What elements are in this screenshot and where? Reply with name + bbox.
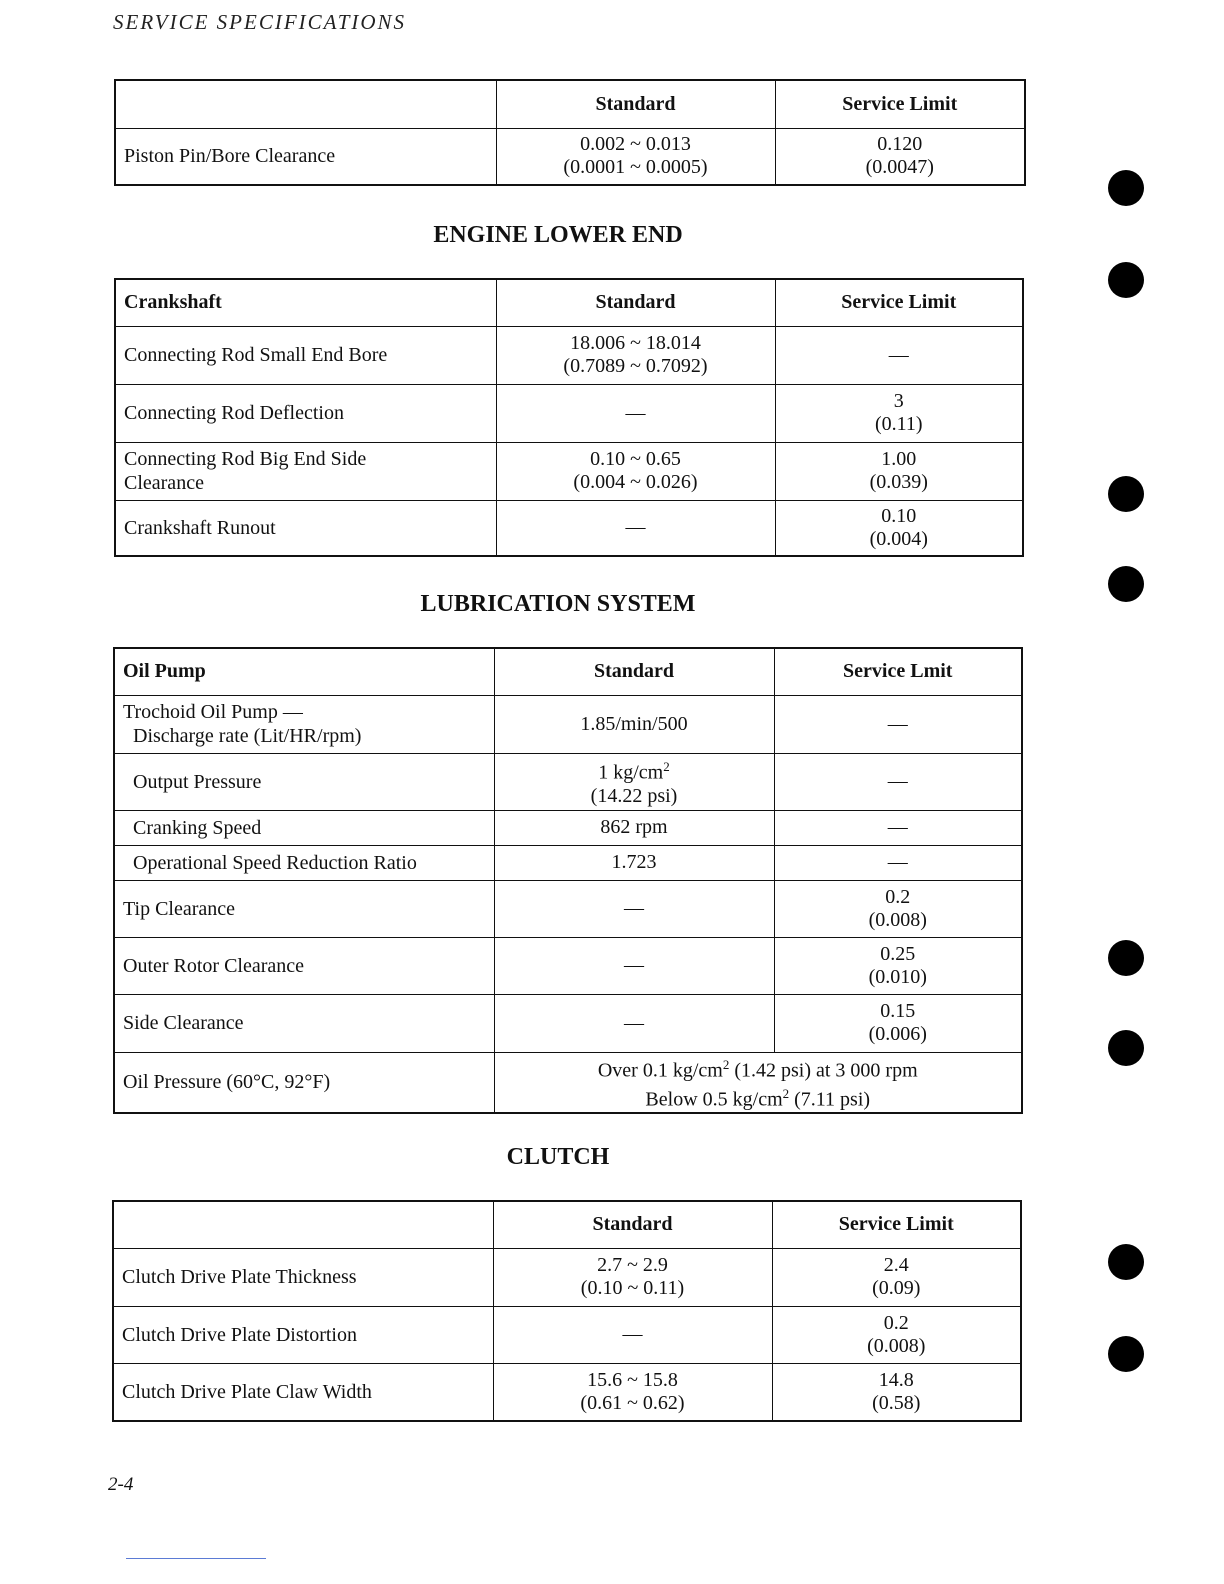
table-row: [115, 326, 1023, 384]
table-row: [113, 1363, 1021, 1421]
row-standard: 2.7 ~ 2.9 (0.10 ~ 0.11): [493, 1248, 772, 1306]
header-service-limit: Service Limit: [775, 80, 1025, 128]
table-header-row: [115, 279, 1023, 326]
header-item: [115, 80, 496, 128]
row-item: Operational Speed Reduction Ratio: [114, 845, 494, 880]
row-standard: 862 rpm: [494, 810, 774, 845]
row-standard: —: [494, 937, 774, 994]
row-item: Trochoid Oil Pump — Discharge rate (Lit/HR/rpm): [114, 695, 494, 753]
clutch-spec-table: [112, 1200, 1022, 1422]
table-row: [114, 845, 1022, 880]
table-row: [114, 810, 1022, 845]
row-limit: —: [774, 845, 1022, 880]
table-row: [114, 880, 1022, 937]
row-item: Oil Pressure (60°C, 92°F): [114, 1052, 494, 1113]
table-row: [113, 1306, 1021, 1363]
row-limit: 14.8 (0.58): [772, 1363, 1021, 1421]
row-limit: —: [774, 695, 1022, 753]
binder-hole: [1108, 1030, 1144, 1066]
row-limit: 3 (0.11): [775, 384, 1023, 442]
piston-spec-table: [114, 79, 1026, 186]
row-item: Cranking Speed: [114, 810, 494, 845]
row-limit: —: [775, 326, 1023, 384]
row-standard: —: [494, 994, 774, 1052]
row-item: Outer Rotor Clearance: [114, 937, 494, 994]
table-row: [115, 128, 1025, 185]
row-limit: —: [774, 753, 1022, 810]
binder-hole: [1108, 476, 1144, 512]
running-head: SERVICE SPECIFICATIONS: [113, 10, 407, 34]
header-service-limit: Service Limit: [772, 1201, 1021, 1248]
row-limit: 0.2 (0.008): [774, 880, 1022, 937]
row-limit: 0.2 (0.008): [772, 1306, 1021, 1363]
row-standard-span: Over 0.1 $kg/cm^2$ (1.42 psi) at 3 000 rpm Below 0.5 $kg/cm^2$ (7.11 psi): [494, 1052, 1022, 1113]
table-header-row: [113, 1201, 1021, 1248]
row-limit: 0.120 (0.0047): [775, 128, 1025, 185]
row-standard: 1.723: [494, 845, 774, 880]
row-item: Output Pressure: [114, 753, 494, 810]
row-item: Connecting Rod Deflection: [115, 384, 496, 442]
header-service-limit: Service Lmit: [774, 648, 1022, 695]
row-standard: —: [493, 1306, 772, 1363]
table-row: [115, 500, 1023, 556]
header-standard: Standard: [496, 80, 775, 128]
header-service-limit: Service Limit: [775, 279, 1023, 326]
row-item: Crankshaft Runout: [115, 500, 496, 556]
header-standard: Standard: [494, 648, 774, 695]
table-row: [114, 753, 1022, 810]
row-limit: 0.10 (0.004): [775, 500, 1023, 556]
row-item: Connecting Rod Big End Side Clearance: [115, 442, 496, 500]
row-standard: 1 $kg/cm^2$ (14.22 psi): [494, 753, 774, 810]
header-item: Oil Pump: [114, 648, 494, 695]
row-limit: 1.00 (0.039): [775, 442, 1023, 500]
lubrication-spec-table: [113, 647, 1023, 1114]
table-row: [114, 994, 1022, 1052]
table-header-row: [114, 648, 1022, 695]
row-item: Side Clearance: [114, 994, 494, 1052]
header-standard: Standard: [496, 279, 775, 326]
binder-hole: [1108, 262, 1144, 298]
header-standard: Standard: [493, 1201, 772, 1248]
table-row: [113, 1248, 1021, 1306]
row-standard: —: [494, 880, 774, 937]
row-standard: 0.002 ~ 0.013 (0.0001 ~ 0.0005): [496, 128, 775, 185]
row-item: Clutch Drive Plate Distortion: [113, 1306, 493, 1363]
row-standard: 15.6 ~ 15.8 (0.61 ~ 0.62): [493, 1363, 772, 1421]
row-limit: 2.4 (0.09): [772, 1248, 1021, 1306]
table-header-row: [115, 80, 1025, 128]
table-row: [114, 937, 1022, 994]
table-row: [115, 384, 1023, 442]
section-title-clutch: CLUTCH: [506, 1144, 610, 1170]
binder-hole: [1108, 170, 1144, 206]
row-item: Clutch Drive Plate Thickness: [113, 1248, 493, 1306]
binder-hole: [1108, 940, 1144, 976]
row-limit: 0.15 (0.006): [774, 994, 1022, 1052]
table-row: [114, 1052, 1022, 1113]
row-standard: 0.10 ~ 0.65 (0.004 ~ 0.026): [496, 442, 775, 500]
row-item: Tip Clearance: [114, 880, 494, 937]
row-standard: —: [496, 384, 775, 442]
binder-hole: [1108, 566, 1144, 602]
header-item: [113, 1201, 493, 1248]
table-row: [114, 695, 1022, 753]
page-number: 2-4: [108, 1474, 134, 1495]
row-limit: —: [774, 810, 1022, 845]
section-title-engine: ENGINE LOWER END: [433, 222, 683, 248]
binder-hole: [1108, 1244, 1144, 1280]
engine-spec-table: [114, 278, 1024, 557]
footer-rule: [126, 1558, 266, 1559]
section-title-lubrication: LUBRICATION SYSTEM: [420, 591, 696, 617]
row-standard: 1.85/min/500: [494, 695, 774, 753]
row-item: Connecting Rod Small End Bore: [115, 326, 496, 384]
header-item: Crankshaft: [115, 279, 496, 326]
row-standard: —: [496, 500, 775, 556]
binder-hole: [1108, 1336, 1144, 1372]
row-item: Piston Pin/Bore Clearance: [115, 128, 496, 185]
row-item: Clutch Drive Plate Claw Width: [113, 1363, 493, 1421]
table-row: [115, 442, 1023, 500]
row-limit: 0.25 (0.010): [774, 937, 1022, 994]
row-standard: 18.006 ~ 18.014 (0.7089 ~ 0.7092): [496, 326, 775, 384]
